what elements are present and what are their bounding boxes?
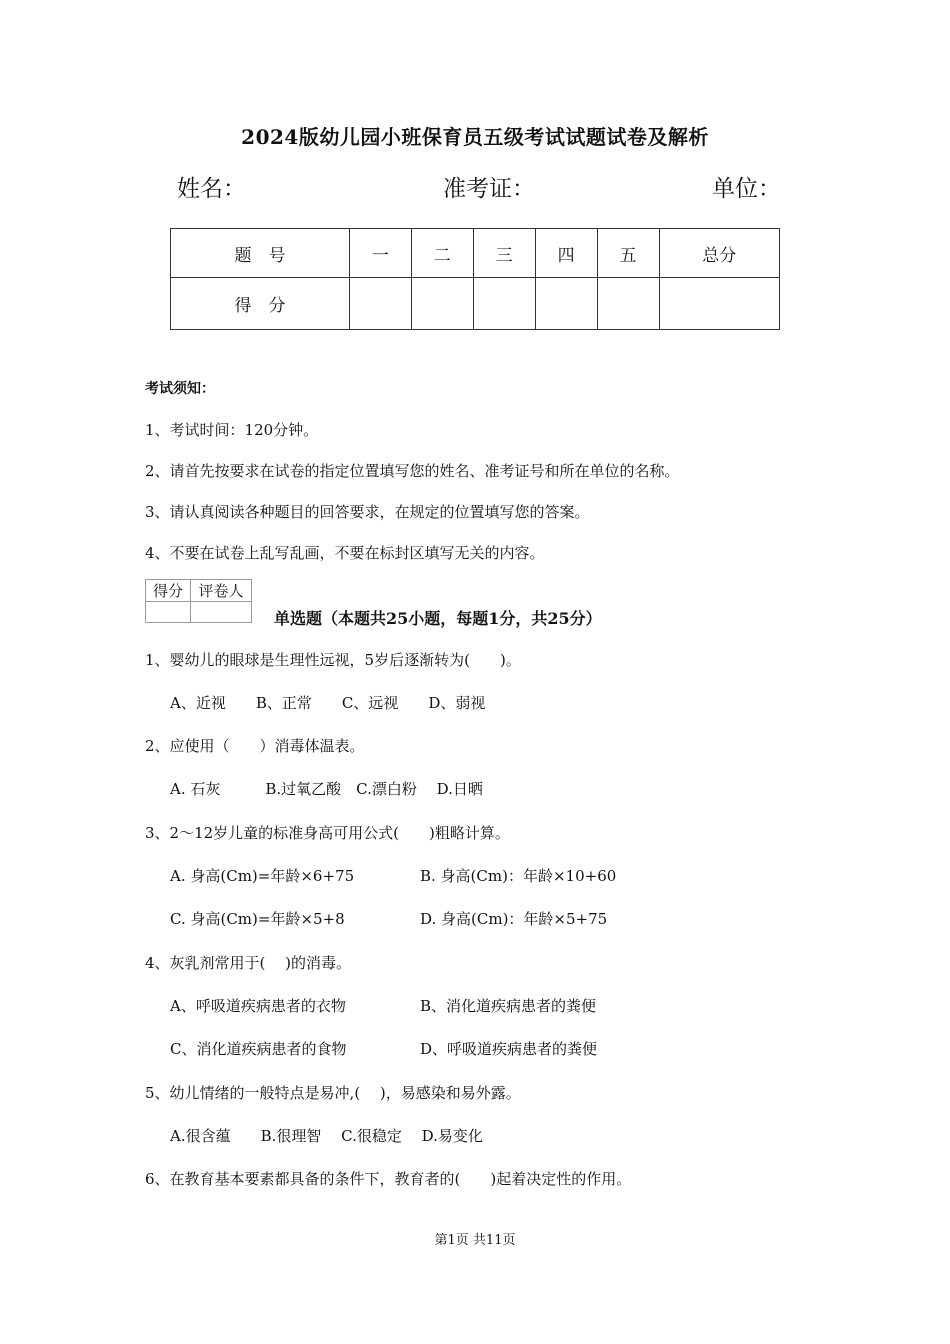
question-3: 3、2～12岁儿童的标准身高可用公式( )粗略计算。 <box>145 824 510 842</box>
score-table-score-label: 得 分 <box>171 278 350 330</box>
score-table-col-total: 总分 <box>659 229 779 278</box>
score-table-col-2: 二 <box>411 229 473 278</box>
score-cell-4[interactable] <box>535 278 597 330</box>
score-cell-5[interactable] <box>597 278 659 330</box>
page-footer: 第1页 共11页 <box>434 1233 516 1248</box>
question-3-option-d: D. 身高(Cm)：年龄×5+75 <box>420 910 608 928</box>
grader-reviewer-cell[interactable] <box>191 602 252 623</box>
notice-item-3: 3、请认真阅读各种题目的回答要求，在规定的位置填写您的答案。 <box>145 503 590 521</box>
question-2: 2、应使用（ ）消毒体温表。 <box>145 737 365 755</box>
question-6: 6、在教育基本要素都具备的条件下，教育者的( )起着决定性的作用。 <box>145 1170 632 1188</box>
question-5-options: A.很含蕴 B.很理智 C.很稳定 D.易变化 <box>170 1127 483 1145</box>
question-1: 1、婴幼儿的眼球是生理性远视，5岁后逐渐转为( )。 <box>145 651 521 669</box>
grader-reviewer-label: 评卷人 <box>191 580 252 602</box>
question-3-option-b: B. 身高(Cm)：年龄×10+60 <box>420 867 617 885</box>
notice-item-1: 1、考试时间：120分钟。 <box>145 421 319 439</box>
score-cell-3[interactable] <box>473 278 535 330</box>
score-table-col-5: 五 <box>597 229 659 278</box>
question-1-options: A、近视 B、正常 C、远视 D、弱视 <box>170 694 486 712</box>
score-table-col-1: 一 <box>349 229 411 278</box>
score-table-score-row <box>171 278 780 330</box>
question-4-option-b: B、消化道疾病患者的粪便 <box>420 997 597 1015</box>
score-table-col-4: 四 <box>535 229 597 278</box>
notice-heading: 考试须知： <box>145 381 215 397</box>
question-3-option-c: C. 身高(Cm)=年龄×5+8 <box>170 910 345 928</box>
score-table-header-row <box>171 229 780 278</box>
question-4: 4、灰乳剂常用于( )的消毒。 <box>145 954 352 972</box>
grader-score-cell[interactable] <box>146 602 191 623</box>
exam-number-label: 准考证： <box>443 176 535 202</box>
question-2-options: A. 石灰 B.过氧乙酸 C.漂白粉 D.日晒 <box>170 780 483 798</box>
question-3-option-a: A. 身高(Cm)=年龄×6+75 <box>170 867 355 885</box>
score-cell-1[interactable] <box>349 278 411 330</box>
score-table-header-label: 题 号 <box>171 229 350 278</box>
score-table <box>170 228 780 330</box>
grader-score-label: 得分 <box>146 580 191 602</box>
score-cell-2[interactable] <box>411 278 473 330</box>
question-5: 5、幼儿情绪的一般特点是易冲,( )，易感染和易外露。 <box>145 1084 521 1102</box>
notice-item-2: 2、请首先按要求在试卷的指定位置填写您的姓名、准考证号和所在单位的名称。 <box>145 462 680 480</box>
question-4-option-a: A、呼吸道疾病患者的衣物 <box>170 997 346 1015</box>
name-label: 姓名： <box>177 176 246 202</box>
page-title: 2024版幼儿园小班保育员五级考试试题试卷及解析 <box>241 125 709 149</box>
question-4-option-c: C、消化道疾病患者的食物 <box>170 1040 347 1058</box>
score-cell-total[interactable] <box>659 278 779 330</box>
score-table-col-3: 三 <box>473 229 535 278</box>
unit-label: 单位： <box>712 176 781 202</box>
question-4-option-d: D、呼吸道疾病患者的粪便 <box>420 1040 598 1058</box>
notice-item-4: 4、不要在试卷上乱写乱画，不要在标封区填写无关的内容。 <box>145 544 545 562</box>
grader-box <box>145 579 252 623</box>
section-title: 单选题（本题共25小题，每题1分，共25分） <box>274 609 602 628</box>
